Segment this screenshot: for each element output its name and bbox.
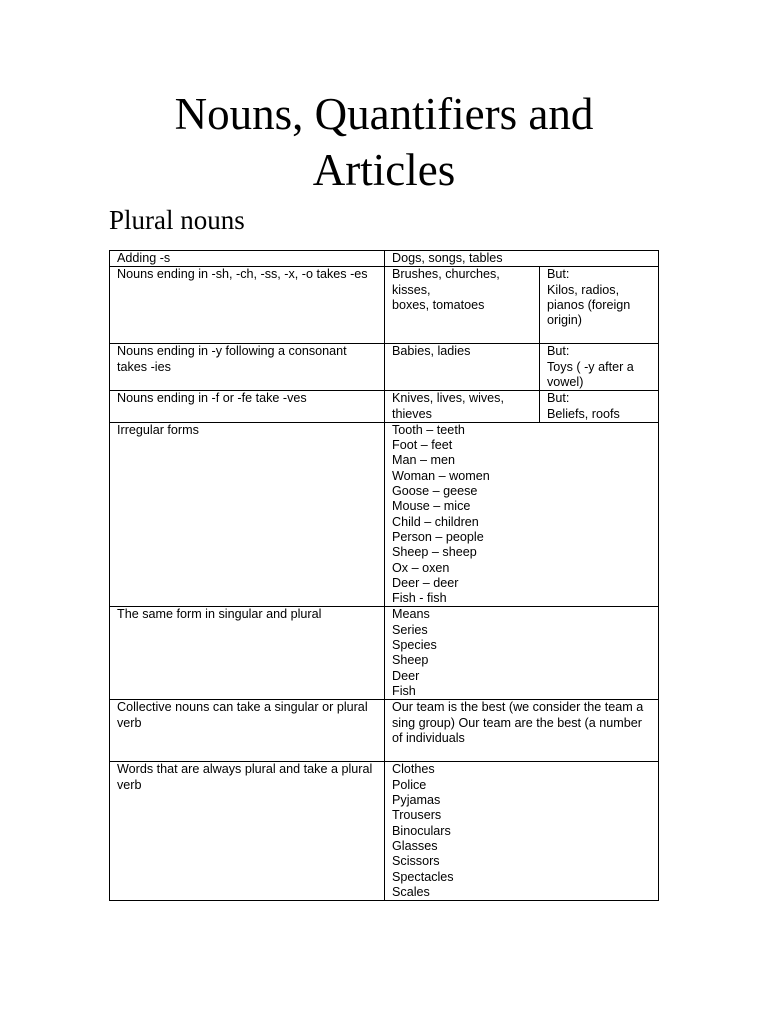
- table-row: [110, 762, 659, 901]
- rule-cell: Words that are always plural and take a plural verb: [110, 762, 385, 901]
- table-row: [110, 607, 659, 700]
- rule-cell: Collective nouns can take a singular or plural verb: [110, 700, 385, 762]
- page-title: [0, 86, 768, 198]
- table-row: [110, 251, 659, 267]
- table-row: [110, 344, 659, 391]
- table-row: [110, 422, 659, 607]
- table-row: [110, 391, 659, 423]
- rule-cell: Nouns ending in -sh, -ch, -ss, -x, -o takes -es: [110, 267, 385, 344]
- table-row: [110, 700, 659, 762]
- examples-cell: Our team is the best (we consider the team a sing group) Our team are the best (a number of individuals: [385, 700, 659, 762]
- rule-cell: Irregular forms: [110, 422, 385, 607]
- exception-cell: But: Toys ( -y after a vowel): [540, 344, 659, 391]
- table-row: [110, 267, 659, 344]
- rule-cell: Nouns ending in -y following a consonant takes -ies: [110, 344, 385, 391]
- examples-cell: Means Series Species Sheep Deer Fish: [385, 607, 659, 700]
- examples-cell: Clothes Police Pyjamas Trousers Binoculars Glasses Scissors Spectacles Scales: [385, 762, 659, 901]
- examples-cell: Dogs, songs, tables: [385, 251, 659, 267]
- examples-cell: Knives, lives, wives, thieves: [385, 391, 540, 423]
- title-line-1: Nouns, Quantifiers and: [174, 89, 594, 139]
- plural-nouns-table: [109, 250, 659, 901]
- rule-cell: Nouns ending in -f or -fe take -ves: [110, 391, 385, 423]
- examples-cell: Brushes, churches, kisses, boxes, tomatoes: [385, 267, 540, 344]
- examples-cell: Tooth – teeth Foot – feet Man – men Woman – women Goose – geese Mouse – mice Child – children Person – people Sheep – sheep Ox – oxen Deer – deer Fish - fish: [385, 422, 659, 607]
- exception-cell: But: Kilos, radios, pianos (foreign origin): [540, 267, 659, 344]
- title-line-2: Articles: [312, 145, 456, 195]
- exception-cell: But: Beliefs, roofs: [540, 391, 659, 423]
- rule-cell: The same form in singular and plural: [110, 607, 385, 700]
- rule-cell: Adding -s: [110, 251, 385, 267]
- examples-cell: Babies, ladies: [385, 344, 540, 391]
- section-heading: Plural nouns: [109, 205, 245, 235]
